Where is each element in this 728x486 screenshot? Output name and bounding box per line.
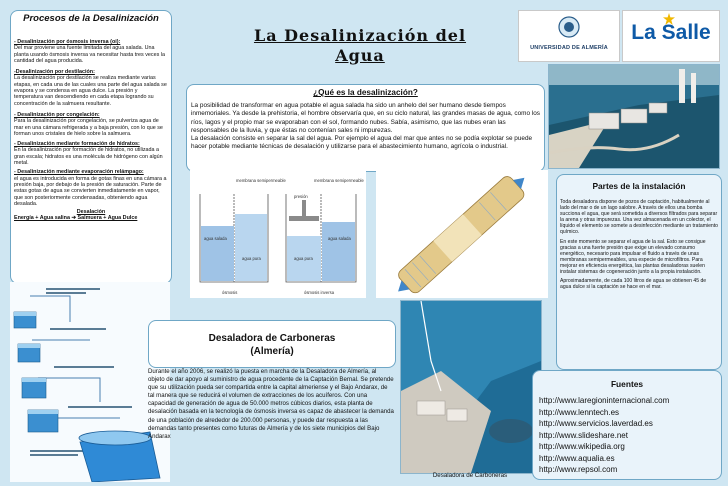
diagram-label-salty-right: agua salada — [328, 236, 351, 241]
diagram-label-pressure: presión — [294, 194, 308, 199]
parts-title: Partes de la instalación — [592, 181, 686, 191]
section-evaporacion — [14, 169, 168, 207]
source-link[interactable]: http://www.lenntech.es — [539, 407, 620, 417]
section-heading: - Desalinización mediante formación de hidratos: — [14, 141, 140, 148]
plant-text: Durante el año 2006, se realizó la puesta en marcha de la Desaladora de Almería, al objeto de dar apoyo al suministro de agua procedente de la Captación Bernal. Se pretende que su utilización pueda ser compartida entre la capital almeriense y el Bajo Andarax, de tal manera que se reducirá el volumen de extracciones de los acuíferos. Con una capacidad de generación de agua de 50.000 metros cúbicos diarios, esta planta de desalación basada en la tecnología de ósmosis inversa es capaz de abastecer la demanda de una población de alrededor de 200.000 personas, y puede dar respuesta a las demandas tanto presentes como futuras de Almería y de los siete municipios del Bajo Andarax — [148, 368, 394, 440]
coastal-photo-caption: Desaladora de Carboneras — [432, 472, 508, 479]
parts-paragraph-2: En este momento se separar el agua de la sal. Esto se consigue gracias a una fuerte presión que exige un elevado consumo energético, necesario para impulsar el fluido a través de unas membranas semipermeables, una especie de microfiltros. Para mejorar en eficiencia energética, las plantas desaladoras suelen instalar sistemas de cogeneración junto a la propia instalación. — [560, 238, 706, 276]
formula: Energía + Agua salina ➔ Salmuera + Agua Dulce — [14, 215, 138, 222]
intro-paragraph-2: Sabía, asimismo, que las nubes eran las responsables de la lluvia, y que éstas no contenían sales ni impurezas. — [191, 118, 506, 134]
sources-title: Fuentes — [610, 379, 644, 389]
university-seal-icon — [557, 15, 581, 41]
intro-paragraph-1: La posibilidad de transformar en agua potable el agua salada ha sido un anhelo del ser humano desde tiempos inmemoriales. Ya desde la prehistoria, el hombre observaría que, en su ciclo natural, las grandes masas de agua, como los ríos, lagos y el propio mar se evaporaban con el sol, formando nubes. — [191, 102, 540, 126]
title-line-2: Agua — [335, 46, 385, 65]
plant-aerial-photo — [548, 64, 720, 169]
section-heading: - Desalinización por congelación: — [14, 111, 100, 118]
university-logo — [518, 10, 620, 62]
source-link[interactable]: http://www.aqualia.es — [539, 453, 615, 463]
section-heading: - Desalinización por ósmosis inversa (oi): — [14, 39, 121, 45]
coastal-plant-photo — [400, 300, 542, 474]
section-text: La desalinización por destilación se realiza mediante varias etapas, en cada una de las cuales una parte del agua salada se evapora y se condensa en agua dulce. La presión y temperatura van descendiendo en cada etapa logrando su concentración de la salmuera resultante. — [14, 75, 167, 107]
section-destilacion — [14, 69, 168, 107]
left-sections — [14, 39, 168, 222]
lasalle-star-icon — [663, 13, 675, 25]
section-text: Del mar proviene una fuente limitada del agua salada. Una planta usando ósmosis inversa va necesitar hasta tres veces la cantidad del agua producida. — [14, 45, 166, 64]
plant-title-line-2: (Almería) — [250, 346, 294, 357]
parts-text — [560, 199, 718, 290]
diagram-caption-osmosis: ósmosis — [222, 290, 238, 295]
source-link[interactable]: http://www.servicios.laverdad.es — [539, 419, 653, 428]
membrane-module-image — [376, 170, 548, 298]
diagram-caption-reverse: ósmosis inversa — [304, 290, 335, 295]
intro-text — [191, 102, 541, 152]
source-link[interactable]: http://www.slideshare.net — [539, 430, 628, 440]
sources-list — [539, 395, 719, 476]
left-title: Procesos de la Desalinización — [23, 13, 159, 24]
osmosis-diagram — [190, 170, 366, 298]
plant-title-line-1: Desaladora de Carboneras — [208, 333, 336, 344]
diagram-label-pure-left: agua pura — [242, 256, 261, 261]
section-heading: -Desalinización por destilación: — [14, 69, 95, 76]
page-title — [190, 26, 530, 66]
section-heading: - Desalinización mediante evaporación relámpago: — [14, 169, 144, 176]
parts-panel — [556, 174, 722, 370]
desalination-flow-diagram — [10, 282, 170, 482]
diagram-label-membrane-2: membrana semipermeable — [314, 178, 364, 183]
formula-title: Desalación — [76, 209, 106, 216]
intro-question: ¿Qué es la desalinización? — [313, 88, 418, 97]
intro-panel — [186, 84, 545, 172]
lasalle-name: La Salle — [631, 21, 711, 44]
intro-paragraph-3: La desalación consiste en separar la sal del agua. Por ejemplo el agua del mar que antes no se podía explotar se puede hacer potable mediante técnicas de desalación y utilizarse para el abastecimiento humano, agrícola o industrial. — [191, 135, 533, 151]
section-hidratos — [14, 141, 168, 166]
section-text: En la desalinización por formación de hidratos, no utilizada a gran escala; hidratos es una molécula de hidrógeno con algún metal. — [14, 147, 163, 167]
university-name: UNIVERSIDAD DE ALMERÍA — [530, 45, 608, 51]
parts-paragraph-3: Aproximadamente, de cada 100 litros de agua se obtienen 45 de agua dulce si la captación se hace en el mar. — [560, 278, 707, 291]
lasalle-logo — [622, 10, 720, 62]
diagram-label-pure-right: agua pura — [294, 256, 313, 261]
sources-panel — [532, 370, 722, 480]
section-congelacion — [14, 112, 168, 137]
section-text: Para la desalinización por congelación, se pulveriza agua de mar en una cámara refrigerada y a baja presión, con lo que se forman unos cristales de hielo sobre la salmuera. — [14, 118, 163, 137]
left-panel — [10, 10, 172, 284]
diagram-label-membrane-1: membrana semipermeable — [236, 178, 286, 183]
diagram-label-salty-left: agua salada — [204, 236, 227, 241]
plant-title-panel — [148, 320, 396, 368]
section-text: el agua es introducida en forma de gotas finas en una cámara a presión baja, por debajo de la presión de saturación. Parte de estas gotas de agua se convierten inmediatamente en vapor, que son posteriormente condensadas, obteniendo agua desalada. — [14, 175, 167, 207]
source-link[interactable]: http://www.laregioninternacional.com — [539, 396, 670, 405]
section-osmosis — [14, 39, 168, 64]
source-link[interactable]: http://www.wikipedia.org — [539, 442, 625, 451]
source-link[interactable]: http://www.repsol.com — [539, 465, 618, 474]
title-line-1: La Desalinización del — [253, 26, 467, 45]
parts-paragraph-1: Toda desaladora dispone de pozos de captación, habitualmente al lado del mar o de un lago salobre. A través de ellos una bomba succiona el agua, que será sometida a diversos filtrados para separar la arena y otras impurezas. Una vez almacenada en un colector, el líquido el elemento se somete a desinfección mediante un tratamiento químico. — [560, 199, 719, 236]
